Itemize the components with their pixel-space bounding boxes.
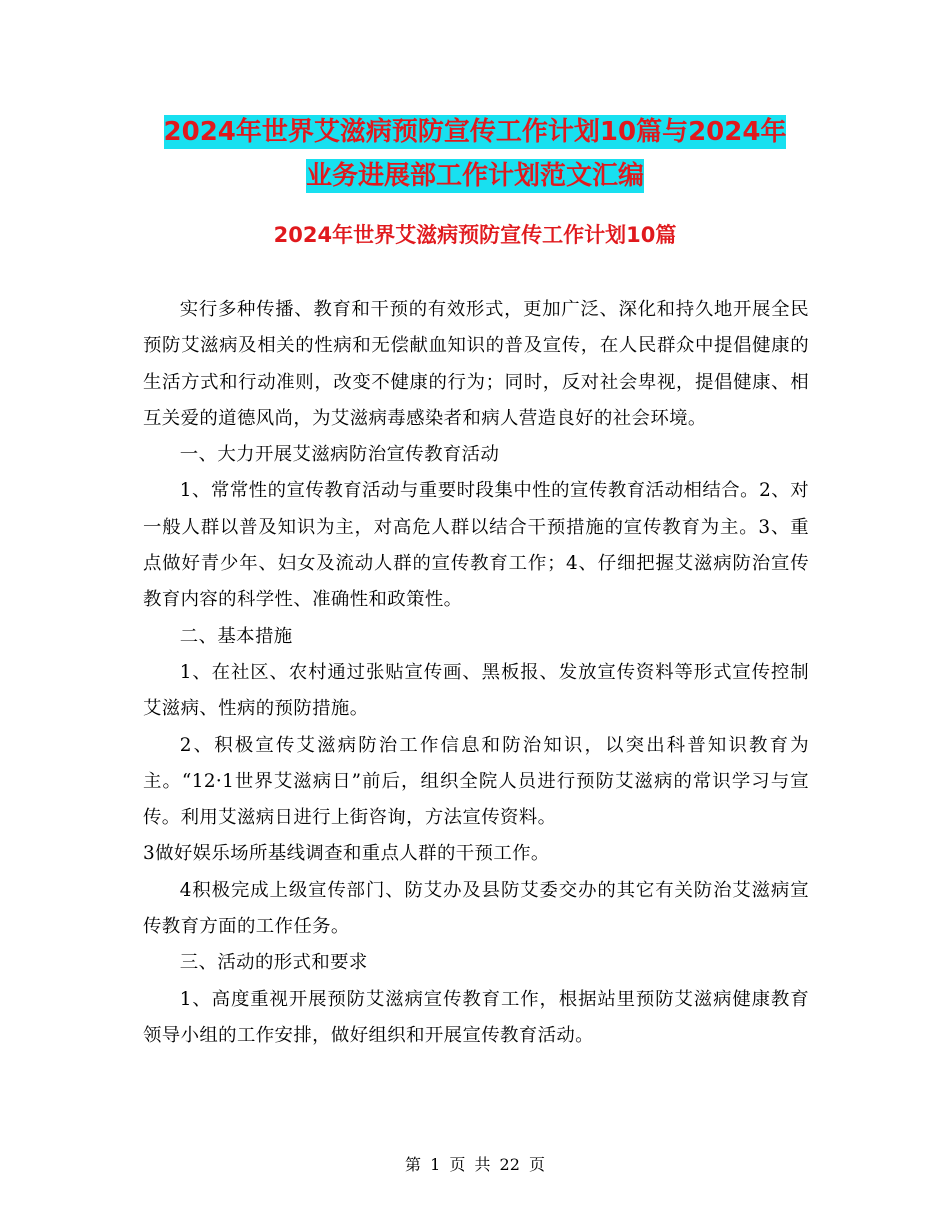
heading-section-2: 二、基本措施 [179, 625, 293, 647]
main-title-line-1: 2024年世界艾滋病预防宣传工作计划10篇与2024年 [163, 117, 787, 147]
section-title: 2024年世界艾滋病预防宣传工作计划10篇 [273, 223, 677, 247]
main-title-line-2: 业务进展部工作计划范文汇编 [305, 161, 644, 191]
paragraph-measure-2: 2、积极宣传艾滋病防治工作信息和防治知识，以突出科普知识教育为主。“12·1世界艾滋病日”前后，组织全院人员进行预防艾滋病的常识学习与宣传。利用艾滋病日进行上街咨询，方法宣传资料。 [143, 734, 809, 829]
document-main-title [130, 110, 820, 198]
page-footer: 第 1 页 共 22 页 [405, 1155, 545, 1174]
paragraph-measure-1: 1、在社区、农村通过张贴宣传画、黑板报、发放宣传资料等形式宣传控制艾滋病、性病的预防措施。 [143, 661, 809, 720]
paragraph-activity-1: 1、高度重视开展预防艾滋病宣传教育工作，根据站里预防艾滋病健康教育领导小组的工作安排，做好组织和开展宣传教育活动。 [143, 988, 809, 1046]
heading-section-3: 三、活动的形式和要求 [179, 952, 368, 974]
heading-section-1: 一、大力开展艾滋病防治宣传教育活动 [179, 444, 500, 466]
paragraph-measure-3: 3做好娱乐场所基线调查和重点人群的干预工作。 [143, 843, 550, 865]
paragraph-section-1-items: 1、常常性的宣传教育活动与重要时段集中性的宣传教育活动相结合。2、对一般人群以普及知识为主，对高危人群以结合干预措施的宣传教育为主。3、重点做好青少年、妇女及流动人群的宣传教育工作；4、仔细把握艾滋病防治宣传教育内容的科学性、准确性和政策性。 [143, 480, 809, 611]
paragraph-measure-4: 4积极完成上级宣传部门、防艾办及县防艾委交办的其它有关防治艾滋病宣传教育方面的工作任务。 [143, 879, 809, 938]
document-body [143, 292, 809, 1054]
paragraph-intro: 实行多种传播、教育和干预的有效形式，更加广泛、深化和持久地开展全民预防艾滋病及相关的性病和无偿献血知识的普及宣传，在人民群众中提倡健康的生活方式和行动准则，改变不健康的行为；同时，反对社会卑视，提倡健康、相互关爱的道德风尚，为艾滋病毒感染者和病人营造良好的社会环境。 [143, 299, 809, 429]
